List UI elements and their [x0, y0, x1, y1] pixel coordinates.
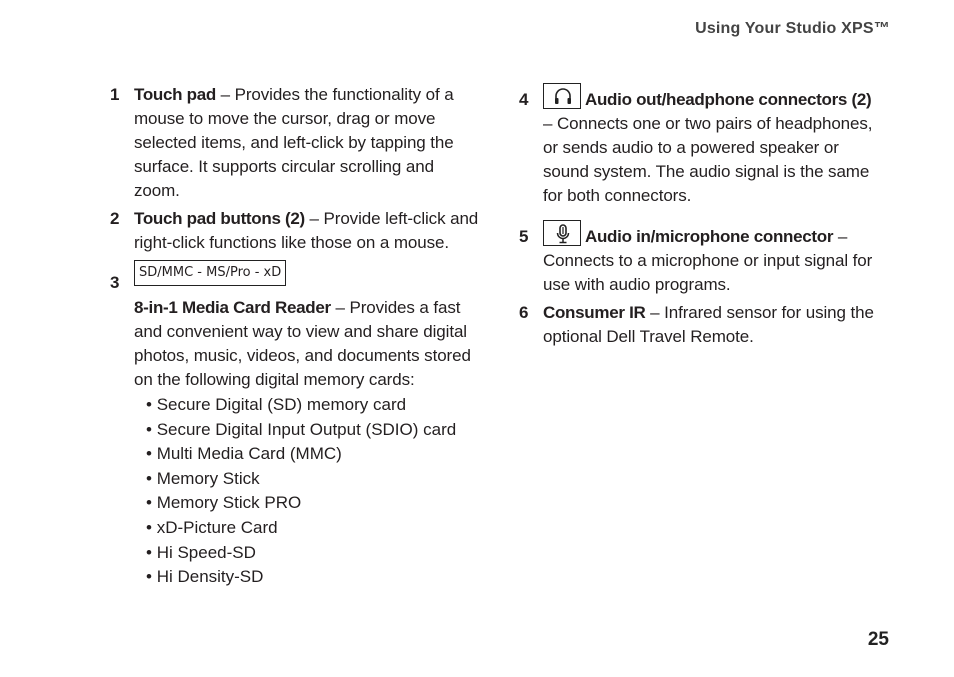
- item-description: – Connects one or two pairs of headphones, or sends audio to a powered speaker or sound system. The audio signal is the same for both connectors.: [543, 114, 873, 205]
- item-number: 2: [110, 209, 120, 228]
- item-number: 5: [519, 227, 529, 246]
- microphone-icon: [543, 220, 581, 246]
- memory-card-list: [146, 393, 482, 590]
- item-touch-pad-buttons: [110, 207, 482, 255]
- item-term: Audio in/microphone connector: [585, 227, 834, 246]
- item-audio-in: [519, 220, 879, 297]
- item-term: Touch pad buttons (2): [134, 209, 305, 228]
- item-description: – Provides a fast and convenient way to view and share digital photos, music, videos, and documents stored on the following digital memory cards:: [134, 298, 471, 389]
- item-term: Consumer IR: [543, 303, 646, 322]
- page-number: 25: [867, 629, 889, 650]
- running-header: Using Your Studio XPS™: [695, 20, 890, 37]
- item-description: – Provides the functionality of a mouse to move the cursor, drag or move selected items, and left-click by tapping the surface. It supports circular scrolling and zoom.: [134, 85, 454, 200]
- card-slot-label: SD/MMC - MS/Pro - xD: [134, 260, 286, 286]
- item-term: Audio out/headphone connectors (2): [585, 90, 872, 109]
- item-number: 1: [110, 85, 120, 104]
- list-item: • Memory Stick PRO: [146, 491, 482, 516]
- list-item: • Secure Digital Input Output (SDIO) card: [146, 418, 482, 443]
- item-audio-out: [519, 83, 879, 208]
- item-number: 3: [110, 273, 120, 292]
- item-description: – Infrared sensor for using the optional Dell Travel Remote.: [543, 303, 874, 346]
- item-description: – Provide left-click and right-click functions like those on a mouse.: [134, 209, 479, 252]
- item-term: 8-in-1 Media Card Reader: [134, 298, 331, 317]
- list-item: • Memory Stick: [146, 467, 482, 492]
- headphones-icon: [543, 83, 581, 109]
- list-item: • Hi Speed-SD: [146, 541, 482, 566]
- item-media-card-reader: [110, 259, 482, 590]
- item-number: 6: [519, 303, 529, 322]
- list-item: • Hi Density-SD: [146, 565, 482, 590]
- item-description: – Connects to a microphone or input signal for use with audio programs.: [543, 227, 873, 294]
- list-item: • Multi Media Card (MMC): [146, 442, 482, 467]
- item-number: 4: [519, 90, 529, 109]
- item-consumer-ir: [519, 301, 879, 349]
- list-item: • xD-Picture Card: [146, 516, 482, 541]
- left-column: [110, 83, 482, 594]
- item-term: Touch pad: [134, 85, 216, 104]
- item-touch-pad: [110, 83, 482, 203]
- right-column: [519, 83, 879, 353]
- list-item: • Secure Digital (SD) memory card: [146, 393, 482, 418]
